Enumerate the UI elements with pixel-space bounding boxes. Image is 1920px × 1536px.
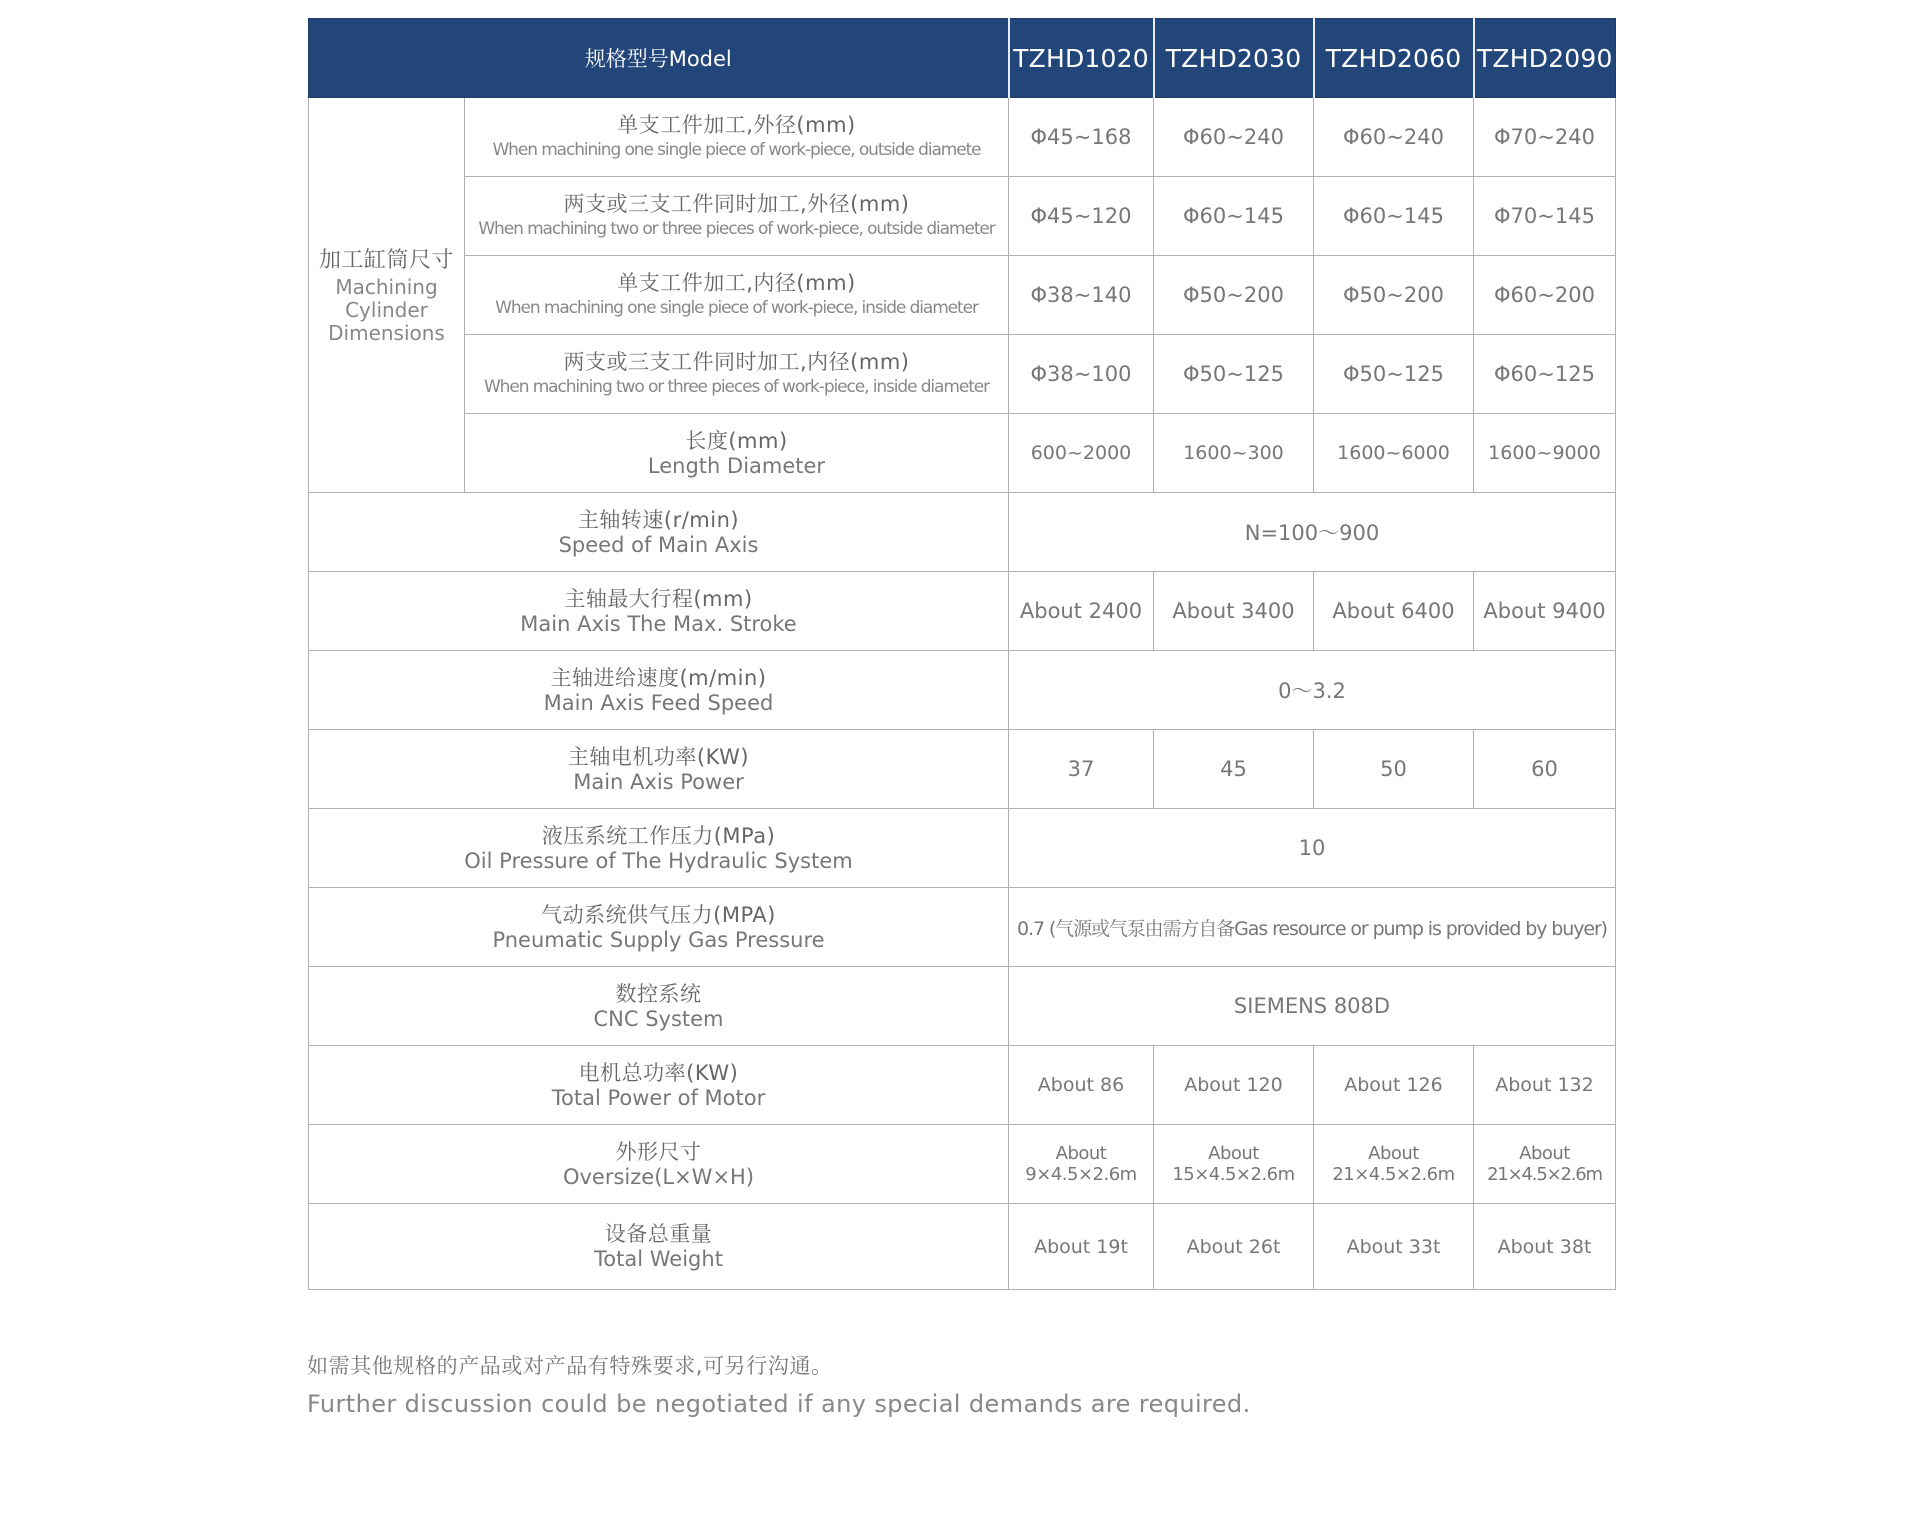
cell-value-merged: N=100～900 bbox=[1009, 493, 1616, 572]
table-row bbox=[309, 572, 1616, 651]
cell-value: 1600~9000 bbox=[1474, 414, 1616, 493]
row-label-zh: 单支工件加工,内径(mm) bbox=[617, 270, 856, 295]
cell-dimensions: 21×4.5×2.6m bbox=[1487, 1164, 1602, 1185]
row-label-zh: 长度(mm) bbox=[685, 428, 788, 453]
cell-value: Φ70~145 bbox=[1474, 177, 1616, 256]
row-label bbox=[309, 730, 1009, 809]
row-label-zh: 主轴转速(r/min) bbox=[577, 507, 740, 532]
row-label-en: When machining one single piece of work-piece, outside diamete bbox=[492, 139, 981, 160]
header-model-2: TZHD2030 bbox=[1154, 19, 1314, 98]
table-row bbox=[309, 888, 1616, 967]
row-label bbox=[309, 493, 1009, 572]
cell-value: Φ60~125 bbox=[1474, 335, 1616, 414]
table-row bbox=[309, 730, 1616, 809]
row-label-zh: 两支或三支工件同时加工,外径(mm) bbox=[563, 191, 910, 216]
cell-about: About bbox=[1208, 1143, 1259, 1164]
cell-value: 37 bbox=[1009, 730, 1154, 809]
row-label bbox=[309, 888, 1009, 967]
cell-value: Φ60~145 bbox=[1154, 177, 1314, 256]
cell-value: About 9400 bbox=[1474, 572, 1616, 651]
cell-value: About 38t bbox=[1474, 1204, 1616, 1290]
cell-value: 45 bbox=[1154, 730, 1314, 809]
row-label-en: When machining two or three pieces of work-piece, outside diameter bbox=[478, 218, 995, 239]
row-label-zh: 数控系统 bbox=[615, 981, 702, 1006]
row-label-en: Total Weight bbox=[594, 1247, 723, 1271]
cell-about: About bbox=[1519, 1143, 1570, 1164]
cell-dimensions: 15×4.5×2.6m bbox=[1172, 1164, 1295, 1185]
table-row bbox=[309, 98, 1616, 177]
cell-value-merged: 10 bbox=[1009, 809, 1616, 888]
row-label-zh: 电机总功率(KW) bbox=[578, 1060, 739, 1085]
header-model-3: TZHD2060 bbox=[1314, 19, 1474, 98]
cell-value: About 6400 bbox=[1314, 572, 1474, 651]
cell-about: About bbox=[1055, 1143, 1107, 1164]
cell-value-merged: 0～3.2 bbox=[1009, 651, 1616, 730]
row-label-en: Speed of Main Axis bbox=[558, 532, 759, 557]
cell-value: Φ50~200 bbox=[1314, 256, 1474, 335]
cell-value: 60 bbox=[1474, 730, 1616, 809]
row-label-en: Oversize(L×W×H) bbox=[562, 1164, 755, 1189]
row-label-zh: 主轴最大行程(mm) bbox=[564, 586, 753, 611]
table-row bbox=[309, 335, 1616, 414]
cell-value: About 120 bbox=[1154, 1046, 1314, 1125]
header-row bbox=[309, 19, 1616, 98]
table-row bbox=[309, 177, 1616, 256]
table-row bbox=[309, 1204, 1616, 1290]
cell-value: 50 bbox=[1314, 730, 1474, 809]
cell-value: Φ50~125 bbox=[1154, 335, 1314, 414]
cell-value: Φ60~145 bbox=[1314, 177, 1474, 256]
row-label-en: Length Diameter bbox=[647, 453, 826, 478]
row-label-en: Main Axis Feed Speed bbox=[543, 690, 774, 715]
row-label bbox=[465, 414, 1009, 493]
row-label bbox=[309, 1125, 1009, 1204]
cell-dimensions: 9×4.5×2.6m bbox=[1025, 1164, 1137, 1185]
footnote-zh: 如需其他规格的产品或对产品有特殊要求,可另行沟通。 bbox=[307, 1354, 833, 1378]
row-label bbox=[465, 335, 1009, 414]
cell-value-oversize bbox=[1474, 1125, 1616, 1204]
group-label-en-line: Cylinder bbox=[345, 297, 428, 322]
cell-value: About 33t bbox=[1314, 1204, 1474, 1290]
cell-value-merged: SIEMENS 808D bbox=[1009, 967, 1616, 1046]
row-label-zh: 单支工件加工,外径(mm) bbox=[617, 112, 856, 137]
row-label-en: When machining one single piece of work-piece, inside diameter bbox=[495, 297, 978, 318]
row-label-zh: 液压系统工作压力(MPa) bbox=[541, 823, 776, 848]
cell-value: About 132 bbox=[1474, 1046, 1616, 1125]
row-label-en: Total Power of Motor bbox=[551, 1085, 766, 1110]
row-label-zh: 主轴电机功率(KW) bbox=[567, 744, 750, 769]
row-label-en: When machining two or three pieces of work-piece, inside diameter bbox=[483, 376, 990, 397]
table-row bbox=[309, 414, 1616, 493]
table-row bbox=[309, 256, 1616, 335]
row-label-en: CNC System bbox=[593, 1006, 724, 1031]
row-label-en: Main Axis Power bbox=[573, 769, 744, 794]
cell-value: Φ50~200 bbox=[1154, 256, 1314, 335]
cell-value: Φ38~100 bbox=[1009, 335, 1154, 414]
cell-value: About 86 bbox=[1009, 1046, 1154, 1125]
table-row bbox=[309, 809, 1616, 888]
cell-value: Φ38~140 bbox=[1009, 256, 1154, 335]
cell-about: About bbox=[1368, 1143, 1419, 1164]
row-label bbox=[309, 1046, 1009, 1125]
header-model-1: TZHD1020 bbox=[1009, 19, 1154, 98]
table-row bbox=[309, 1046, 1616, 1125]
table-row bbox=[309, 651, 1616, 730]
group-label-en-line: Dimensions bbox=[328, 320, 445, 345]
row-label-zh: 主轴进给速度(m/min) bbox=[550, 665, 767, 690]
cell-value: Φ45~168 bbox=[1009, 98, 1154, 177]
cell-value: 1600~6000 bbox=[1314, 414, 1474, 493]
header-model-4: TZHD2090 bbox=[1474, 19, 1616, 98]
row-label bbox=[465, 256, 1009, 335]
row-label-en: Oil Pressure of The Hydraulic System bbox=[464, 848, 853, 873]
header-model-label: 规格型号Model bbox=[309, 19, 1009, 98]
footnotes bbox=[307, 1350, 1251, 1418]
cell-value: Φ60~240 bbox=[1154, 98, 1314, 177]
row-label bbox=[465, 177, 1009, 256]
footnote-en: Further discussion could be negotiated if any special demands are required. bbox=[307, 1390, 1251, 1418]
cell-value: Φ50~125 bbox=[1314, 335, 1474, 414]
row-label-zh: 两支或三支工件同时加工,内径(mm) bbox=[563, 349, 910, 374]
table-row bbox=[309, 1125, 1616, 1204]
row-label bbox=[309, 572, 1009, 651]
cell-value: About 26t bbox=[1154, 1204, 1314, 1290]
cell-value: About 19t bbox=[1009, 1204, 1154, 1290]
row-label bbox=[465, 98, 1009, 177]
cell-value: 1600~300 bbox=[1154, 414, 1314, 493]
group-label-zh: 加工缸筒尺寸 bbox=[318, 247, 454, 273]
row-label bbox=[309, 1204, 1009, 1290]
cell-value: About 126 bbox=[1314, 1046, 1474, 1125]
table-row bbox=[309, 493, 1616, 572]
group-label-en-line: Machining bbox=[335, 274, 438, 299]
row-label-en: Main Axis The Max. Stroke bbox=[520, 611, 797, 636]
cell-value: Φ60~200 bbox=[1474, 256, 1616, 335]
cell-dimensions: 21×4.5×2.6m bbox=[1332, 1164, 1455, 1185]
cell-value: About 3400 bbox=[1154, 572, 1314, 651]
row-label bbox=[309, 809, 1009, 888]
group-machining-cylinder-dimensions bbox=[309, 98, 465, 493]
cell-value: Φ70~240 bbox=[1474, 98, 1616, 177]
row-label-zh: 设备总重量 bbox=[604, 1222, 713, 1246]
cell-value-oversize bbox=[1154, 1125, 1314, 1204]
cell-value-merged: 0.7 (气源或气泵由需方自备Gas resource or pump is provided by buyer) bbox=[1009, 888, 1616, 967]
cell-value-oversize bbox=[1314, 1125, 1474, 1204]
row-label-en: Pneumatic Supply Gas Pressure bbox=[492, 927, 825, 952]
cell-value: Φ45~120 bbox=[1009, 177, 1154, 256]
row-label-zh: 气动系统供气压力(MPA) bbox=[541, 902, 776, 927]
row-label-zh: 外形尺寸 bbox=[615, 1139, 702, 1164]
cell-value: Φ60~240 bbox=[1314, 98, 1474, 177]
cell-value-oversize bbox=[1009, 1125, 1154, 1204]
spec-table bbox=[308, 18, 1616, 1290]
row-label bbox=[309, 967, 1009, 1046]
table-row bbox=[309, 967, 1616, 1046]
cell-value: About 2400 bbox=[1009, 572, 1154, 651]
row-label bbox=[309, 651, 1009, 730]
cell-value: 600~2000 bbox=[1009, 414, 1154, 493]
